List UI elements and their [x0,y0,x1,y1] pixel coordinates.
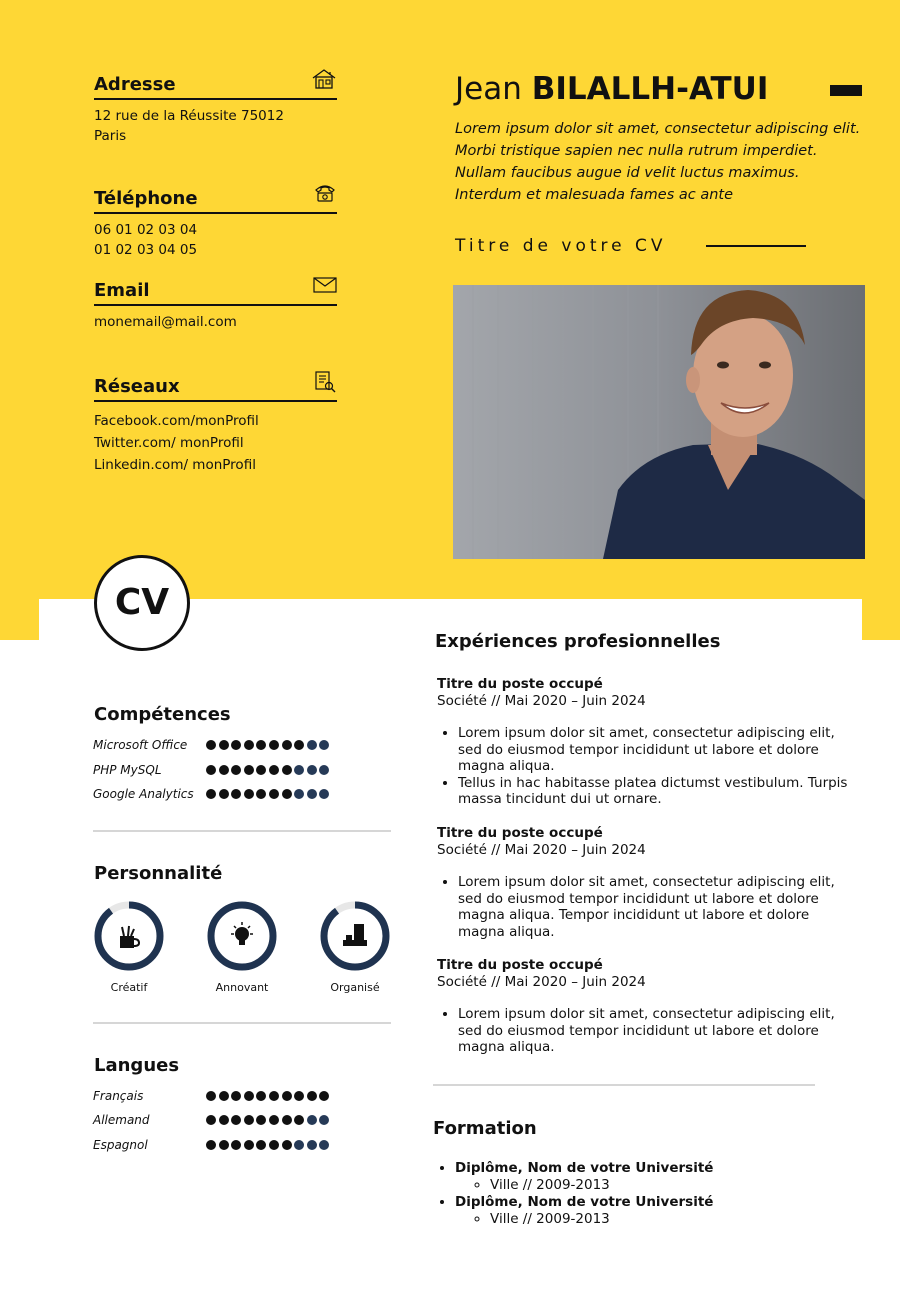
personality-label: Créatif [110,981,148,994]
phone-line: 06 01 02 03 04 [94,222,198,238]
rating-dot-filled [206,1140,216,1150]
rating-dot-filled [307,1091,317,1101]
email-address[interactable]: monemail@mail.com [94,314,237,330]
skill-label: Google Analytics [93,787,194,801]
job-bullets [437,1006,857,1056]
rating-dot-empty [319,789,329,799]
language-row [93,1136,353,1154]
rating-dot-filled [206,789,216,799]
cv-title: Titre de votre CV [455,236,667,256]
creative-tools-icon [120,926,139,948]
language-label: Allemand [93,1113,150,1127]
address-title: Adresse [94,74,176,95]
personality-ring [93,900,165,972]
telephone-icon [313,182,337,204]
experience-entry [437,957,857,1056]
skill-rating [206,789,329,799]
address-line: 12 rue de la Réussite 75012 [94,108,284,124]
skill-rating [206,740,329,750]
skills-title: Compétences [94,704,231,725]
rating-dot-filled [282,789,292,799]
rating-dot-filled [231,789,241,799]
rating-dot-empty [307,789,317,799]
email-heading [94,278,337,306]
network-document-icon [313,370,337,394]
full-name [455,70,768,108]
rating-dot-filled [282,740,292,750]
rating-dot-filled [231,1115,241,1125]
personality-ring [319,900,391,972]
skill-rating [206,765,329,775]
job-bullet: • Lorem ipsum dolor sit amet, consectetur adipiscing elit, sed do eiusmod tempor incididunt ut labore et dolore magna aliqua. Tempor incididunt ut labore et dolore magna aliqua. [458,874,857,940]
rating-dot-empty [294,765,304,775]
rating-dot-filled [219,1140,229,1150]
networks-heading [94,374,337,402]
personality-trait [206,900,278,976]
skill-row [93,785,353,803]
cv-badge: CV [94,555,190,651]
experience-entry [437,825,857,940]
network-link-twitter[interactable]: Twitter.com/ monProfil [94,435,244,451]
rating-dot-empty [319,765,329,775]
section-divider [93,1022,391,1024]
rating-dot-filled [231,765,241,775]
rating-dot-empty [294,1140,304,1150]
phone-block [94,186,337,260]
language-label: Espagnol [93,1138,148,1152]
rating-dot-empty [294,789,304,799]
job-bullet: • Lorem ipsum dolor sit amet, consectetur adipiscing elit, sed do eiusmod tempor incididunt ut labore et dolore magna aliqua. [458,725,857,775]
rating-dot-filled [269,1091,279,1101]
envelope-icon [313,274,337,294]
rating-dot-filled [269,789,279,799]
job-company: Société // Mai 2020 – Juin 2024 [437,973,646,990]
personality-trait [319,900,391,976]
rating-dot-filled [256,740,266,750]
rating-dot-empty [307,1115,317,1125]
rating-dot-filled [231,740,241,750]
house-icon [311,68,337,90]
formation-item [455,1194,713,1228]
language-row [93,1111,353,1129]
rating-dot-filled [219,1115,229,1125]
personality-trait [93,900,165,976]
last-name: BILALLH-ATUI [531,71,769,107]
rating-dot-empty [319,1115,329,1125]
rating-dot-filled [206,765,216,775]
rating-dot-filled [256,765,266,775]
rating-dot-filled [206,740,216,750]
lightbulb-icon [231,922,253,945]
formation-detail: ◦ Ville // 2009-2013 [490,1177,713,1194]
formation-title: Formation [433,1118,537,1139]
email-block [94,278,337,332]
rating-dot-filled [282,1115,292,1125]
networks-title: Réseaux [94,376,180,397]
skill-label: Microsoft Office [93,738,188,752]
rating-dot-empty [319,740,329,750]
rating-dot-filled [219,765,229,775]
rating-dot-filled [256,789,266,799]
skill-row [93,736,353,754]
language-rating [206,1140,329,1150]
rating-dot-filled [282,765,292,775]
rating-dot-filled [294,740,304,750]
rating-dot-filled [231,1140,241,1150]
job-bullets [437,725,857,808]
section-divider [93,830,391,832]
rating-dot-empty [307,765,317,775]
networks-block [94,374,337,476]
job-title: Titre du poste occupé [437,957,603,973]
job-company: Société // Mai 2020 – Juin 2024 [437,692,646,709]
network-link-linkedin[interactable]: Linkedin.com/ monProfil [94,457,256,473]
rating-dot-filled [256,1091,266,1101]
rating-dot-empty [307,1140,317,1150]
formation-item [455,1160,713,1194]
rating-dot-filled [206,1115,216,1125]
languages-title: Langues [94,1055,180,1076]
address-line: Paris [94,128,127,144]
rating-dot-filled [244,1115,254,1125]
intro-text: Lorem ipsum dolor sit amet, consectetur adipiscing elit. Morbi tristique sapien nec nulla rutrum imperdiet. Nullam faucibus augue id velit luctus maximus. Interdum et malesuada fames ac ante [455,121,861,203]
job-bullets [437,874,857,940]
rating-dot-filled [206,1091,216,1101]
experience-title: Expériences profesionnelles [435,631,721,652]
personality-label: Organisé [330,981,380,994]
rating-dot-filled [219,1091,229,1101]
email-title: Email [94,280,150,301]
first-name: Jean [455,71,522,107]
formation-list [433,1160,713,1228]
phone-line: 01 02 03 04 05 [94,242,198,258]
skill-label: PHP MySQL [93,763,162,777]
personality-label: Annovant [215,981,269,994]
rating-dot-filled [244,740,254,750]
rating-dot-filled [269,1115,279,1125]
personality-title: Personnalité [94,863,223,884]
rating-dot-filled [244,789,254,799]
language-label: Français [93,1089,144,1103]
name-accent-bar [830,85,862,96]
address-block [94,72,337,146]
rating-dot-filled [294,1115,304,1125]
phone-heading [94,186,337,214]
network-link-facebook[interactable]: Facebook.com/monProfil [94,413,259,429]
rating-dot-filled [231,1091,241,1101]
rating-dot-empty [307,740,317,750]
experience-entry [437,676,857,808]
job-bullet: • Lorem ipsum dolor sit amet, consectetur adipiscing elit, sed do eiusmod tempor incididunt ut labore et dolore magna aliqua. [458,1006,857,1056]
language-row [93,1087,353,1105]
job-company: Société // Mai 2020 – Juin 2024 [437,841,646,858]
rating-dot-filled [269,1140,279,1150]
rating-dot-filled [282,1091,292,1101]
language-rating [206,1091,329,1101]
rating-dot-filled [219,740,229,750]
job-bullet: • Tellus in hac habitasse platea dictumst vestibulum. Turpis massa tincidunt dui ut ornare. [458,775,857,808]
rating-dot-filled [244,1091,254,1101]
rating-dot-filled [244,765,254,775]
desk-organizer-icon [343,924,367,946]
rating-dot-filled [319,1091,329,1101]
phone-title: Téléphone [94,188,198,209]
rating-dot-filled [219,789,229,799]
language-rating [206,1115,329,1125]
cv-title-rule [706,245,806,247]
skill-row [93,761,353,779]
address-heading [94,72,337,100]
section-divider [433,1084,815,1086]
rating-dot-empty [319,1140,329,1150]
job-title: Titre du poste occupé [437,825,603,841]
job-title: Titre du poste occupé [437,676,603,692]
rating-dot-filled [269,740,279,750]
rating-dot-filled [256,1140,266,1150]
personality-ring [206,900,278,972]
rating-dot-filled [244,1140,254,1150]
formation-degree: Diplôme, Nom de votre Université [455,1160,714,1176]
formation-degree: Diplôme, Nom de votre Université [455,1194,714,1210]
formation-detail: ◦ Ville // 2009-2013 [490,1211,713,1228]
rating-dot-filled [269,765,279,775]
rating-dot-filled [282,1140,292,1150]
rating-dot-filled [256,1115,266,1125]
profile-photo [453,285,865,559]
rating-dot-filled [294,1091,304,1101]
